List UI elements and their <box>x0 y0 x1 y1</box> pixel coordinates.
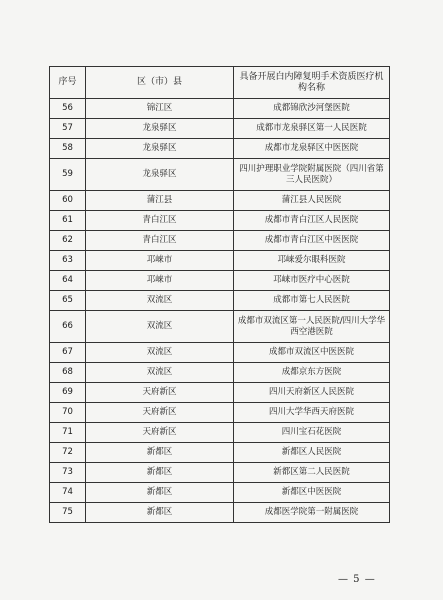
cell-institution: 成都京东方医院 <box>234 363 390 383</box>
cell-district: 锦江区 <box>86 99 234 119</box>
table-header-row <box>50 67 390 99</box>
cell-district: 双流区 <box>86 363 234 383</box>
table-row <box>50 483 390 503</box>
cell-district: 龙泉驿区 <box>86 159 234 191</box>
cell-number: 58 <box>50 139 86 159</box>
cell-district: 天府新区 <box>86 403 234 423</box>
hospital-table <box>49 66 390 523</box>
cell-number: 69 <box>50 383 86 403</box>
table-row <box>50 311 390 343</box>
header-district: 区（市）县 <box>86 67 234 99</box>
cell-institution <box>234 311 390 343</box>
table-row <box>50 463 390 483</box>
table-row <box>50 383 390 403</box>
cell-number: 65 <box>50 291 86 311</box>
cell-institution: 四川大学华西天府医院 <box>234 403 390 423</box>
cell-institution: 四川宝石花医院 <box>234 423 390 443</box>
cell-number: 66 <box>50 311 86 343</box>
cell-institution: 新都区中医医院 <box>234 483 390 503</box>
cell-district: 青白江区 <box>86 211 234 231</box>
table-row <box>50 291 390 311</box>
page-number: — 5 — <box>338 574 376 585</box>
cell-institution: 成都市龙泉驿区中医医院 <box>234 139 390 159</box>
cell-district: 蒲江县 <box>86 191 234 211</box>
table-row <box>50 211 390 231</box>
table-row <box>50 443 390 463</box>
cell-institution: 成都医学院第一附属医院 <box>234 503 390 523</box>
cell-number: 75 <box>50 503 86 523</box>
cell-district: 新都区 <box>86 483 234 503</box>
cell-institution: 邛崃爱尔眼科医院 <box>234 251 390 271</box>
table-row <box>50 231 390 251</box>
cell-institution: 新都区人民医院 <box>234 443 390 463</box>
cell-institution-text: 四川护理职业学院附属医院（四川省第三人民医院） <box>239 163 384 185</box>
cell-number: 64 <box>50 271 86 291</box>
table-row <box>50 251 390 271</box>
cell-institution: 成都市双流区中医医院 <box>234 343 390 363</box>
cell-institution <box>234 159 390 191</box>
cell-institution-text: 成都市双流区第一人民医院/四川大学华西空港医院 <box>237 315 386 337</box>
cell-institution: 新都区第二人民医院 <box>234 463 390 483</box>
cell-district: 新都区 <box>86 463 234 483</box>
cell-number: 73 <box>50 463 86 483</box>
header-number: 序号 <box>50 67 86 99</box>
cell-number: 74 <box>50 483 86 503</box>
cell-institution: 蒲江县人民医院 <box>234 191 390 211</box>
cell-institution: 成都市第七人民医院 <box>234 291 390 311</box>
cell-number: 71 <box>50 423 86 443</box>
cell-district: 天府新区 <box>86 383 234 403</box>
table-row <box>50 363 390 383</box>
cell-number: 67 <box>50 343 86 363</box>
table-body <box>50 99 390 523</box>
cell-institution: 成都锦欣沙河堡医院 <box>234 99 390 119</box>
table-row <box>50 159 390 191</box>
table-row <box>50 271 390 291</box>
cell-institution: 邛崃市医疗中心医院 <box>234 271 390 291</box>
cell-district: 双流区 <box>86 343 234 363</box>
table-row <box>50 139 390 159</box>
header-institution <box>234 67 390 99</box>
cell-district: 新都区 <box>86 503 234 523</box>
cell-institution: 成都市青白江区人民医院 <box>234 211 390 231</box>
cell-district: 邛崃市 <box>86 271 234 291</box>
cell-district: 新都区 <box>86 443 234 463</box>
cell-district: 龙泉驿区 <box>86 119 234 139</box>
table-row <box>50 343 390 363</box>
cell-institution: 四川天府新区人民医院 <box>234 383 390 403</box>
cell-institution: 成都市龙泉驿区第一人民医院 <box>234 119 390 139</box>
cell-institution: 成都市青白江区中医医院 <box>234 231 390 251</box>
table-row <box>50 503 390 523</box>
table-row <box>50 99 390 119</box>
cell-number: 72 <box>50 443 86 463</box>
cell-number: 70 <box>50 403 86 423</box>
cell-number: 61 <box>50 211 86 231</box>
cell-district: 双流区 <box>86 291 234 311</box>
cell-district: 双流区 <box>86 311 234 343</box>
cell-district: 龙泉驿区 <box>86 139 234 159</box>
cell-number: 62 <box>50 231 86 251</box>
table-row <box>50 423 390 443</box>
table-row <box>50 119 390 139</box>
table-row <box>50 191 390 211</box>
cell-district: 天府新区 <box>86 423 234 443</box>
table-row <box>50 403 390 423</box>
header-institution-text: 具备开展白内障复明手术资质医疗机构名称 <box>239 71 384 93</box>
cell-number: 57 <box>50 119 86 139</box>
cell-number: 60 <box>50 191 86 211</box>
cell-district: 邛崃市 <box>86 251 234 271</box>
cell-number: 59 <box>50 159 86 191</box>
cell-number: 68 <box>50 363 86 383</box>
cell-number: 56 <box>50 99 86 119</box>
cell-district: 青白江区 <box>86 231 234 251</box>
cell-number: 63 <box>50 251 86 271</box>
